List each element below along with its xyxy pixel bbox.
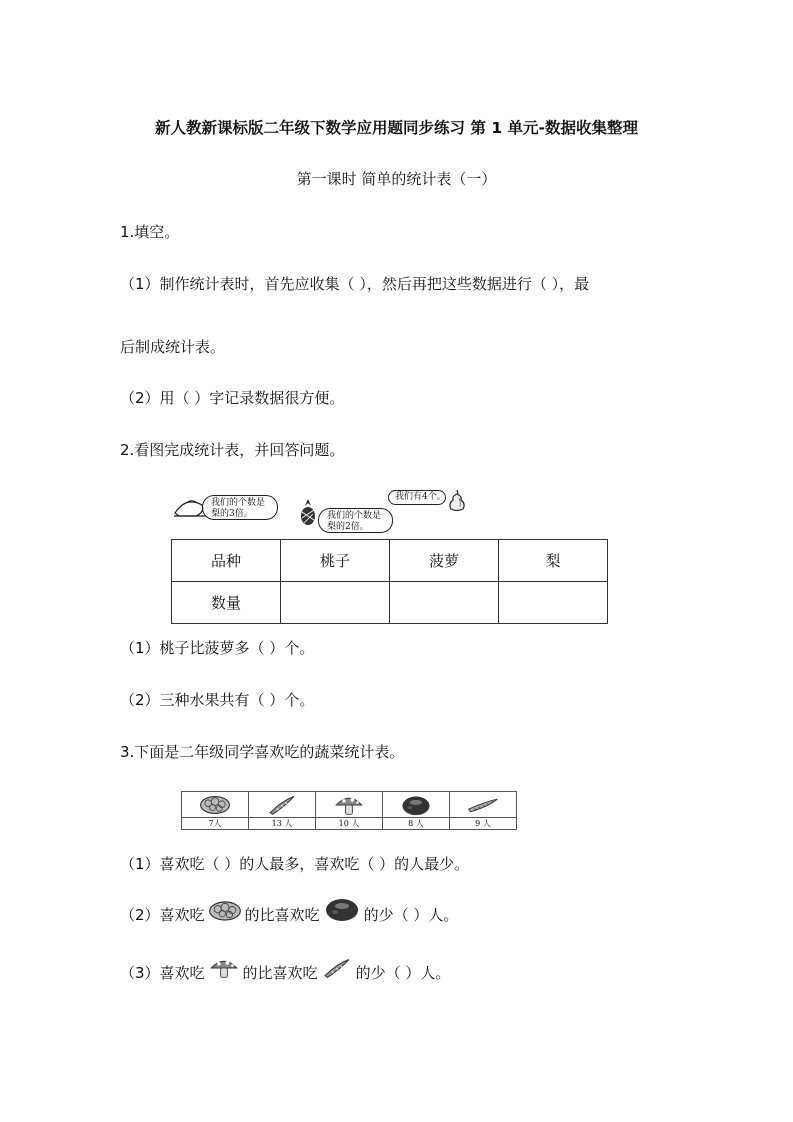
q3-part2 [120, 904, 458, 925]
fruit-statistics-table [171, 539, 608, 624]
pineapple-bubble-line1: 我们的个数是 [327, 511, 382, 521]
veg-count-cauliflower: 7人 [208, 819, 222, 828]
row-label-quantity: 数量 [172, 582, 281, 624]
q2-part1: （1）桃子比菠萝多（ ）个。 [120, 639, 315, 657]
q2-part2: （2）三种水果共有（ ）个。 [120, 691, 315, 709]
header-cell-pineapple: 菠萝 [390, 540, 499, 582]
veg-cell-cauliflower [182, 792, 249, 829]
q3-part3-text-a: （3）喜欢吃 [120, 964, 205, 982]
q3-part1: （1）喜欢吃（ ）的人最多，喜欢吃（ ）的人最少。 [120, 855, 470, 873]
lesson-subtitle: 第一课时 简单的统计表（一） [296, 170, 497, 188]
veg-count-mushroom: 10 人 [338, 819, 360, 828]
veg-count-bitter-melon: 9 人 [475, 819, 491, 828]
peach-bubble-line2: 梨的3倍。 [211, 509, 253, 519]
cauliflower-icon [207, 898, 243, 924]
q2-heading: 2.看图完成统计表，并回答问题。 [120, 441, 345, 459]
q3-part2-text-b: 的比喜欢吃 [244, 906, 320, 924]
table-row-quantity [172, 582, 608, 624]
tomato-icon [322, 894, 362, 924]
bitter-melon-icon [465, 794, 501, 816]
answer-cell-pear[interactable] [499, 582, 608, 624]
q3-part3-text-b: 的比喜欢吃 [242, 964, 318, 982]
q3-part3 [120, 962, 450, 983]
cauliflower-icon [197, 794, 233, 816]
q1-part1-line1: （1）制作统计表时，首先应收集（ ），然后再把这些数据进行（ ），最 [120, 275, 590, 293]
vegetable-statistics-table [181, 791, 517, 830]
pineapple-bubble-line2: 梨的2倍。 [327, 522, 369, 532]
veg-cell-bitter-melon [450, 792, 516, 829]
q1-part2: （2）用（ ）字记录数据很方便。 [120, 389, 345, 407]
pear-bubble-text: 我们有4个。 [395, 492, 446, 502]
q3-part3-text-c: 的少（ ）人。 [355, 964, 451, 982]
q1-heading: 1.填空。 [120, 223, 180, 241]
tomato-icon [398, 794, 434, 816]
veg-count-tomato: 8 人 [408, 819, 424, 828]
header-cell-variety: 品种 [172, 540, 281, 582]
mushroom-icon [331, 794, 367, 816]
header-cell-pear: 梨 [499, 540, 608, 582]
header-cell-peach: 桃子 [281, 540, 390, 582]
veg-cell-mushroom [316, 792, 383, 829]
pear-speech-bubble [388, 490, 446, 505]
page-title: 新人教新课标版二年级下数学应用题同步练习 第 1 单元-数据收集整理 [155, 119, 638, 137]
mushroom-icon [207, 953, 241, 983]
pineapple-speech-bubble [318, 508, 393, 533]
pear-icon [446, 488, 468, 512]
peach-speech-bubble [202, 495, 278, 520]
pineapple-icon [298, 498, 318, 526]
answer-cell-peach[interactable] [281, 582, 390, 624]
veg-cell-cucumber [249, 792, 316, 829]
veg-cell-tomato [383, 792, 450, 829]
peach-bubble-line1: 我们的个数是 [211, 498, 266, 508]
cucumber-icon [264, 794, 300, 816]
veg-count-cucumber: 13 人 [271, 819, 293, 828]
q3-part2-text-c: 的少（ ）人。 [363, 906, 459, 924]
cucumber-icon [320, 953, 354, 983]
q1-part1-line2: 后制成统计表。 [120, 338, 226, 356]
q3-part2-text-a: （2）喜欢吃 [120, 906, 205, 924]
table-header-row [172, 540, 608, 582]
answer-cell-pineapple[interactable] [390, 582, 499, 624]
q3-heading: 3.下面是二年级同学喜欢吃的蔬菜统计表。 [120, 743, 405, 761]
